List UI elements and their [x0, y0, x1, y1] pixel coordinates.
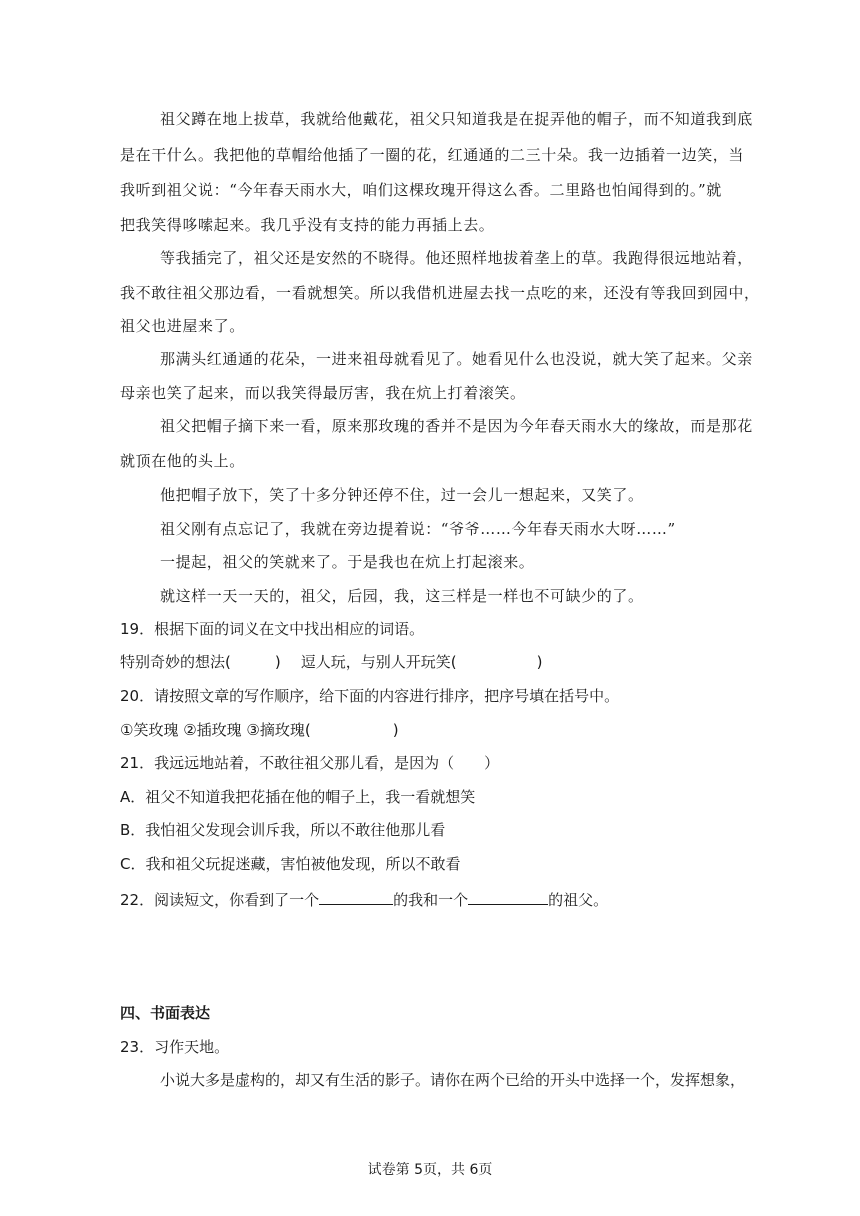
q20-options-label: ①笑玫瑰 ②插玫瑰 ③摘玫瑰(	[120, 721, 311, 739]
q19-item2-close: )	[536, 653, 543, 671]
q22-blank-2[interactable]	[468, 888, 548, 905]
question-19-stem: 19．根据下面的词义在文中找出相应的词语。	[120, 620, 425, 638]
passage-line: 就这样一天一天的，祖父，后园，我，这三样是一样也不可缺少的了。	[160, 587, 644, 605]
question-19-items	[120, 652, 542, 672]
passage-line: 他把帽子放下，笑了十多分钟还停不住，过一会儿一想起来，又笑了。	[160, 486, 644, 504]
q22-blank-1[interactable]	[319, 888, 393, 905]
q21-option-c[interactable]: C．我和祖父玩捉迷藏，害怕被他发现，所以不敢看	[120, 855, 461, 873]
question-21-stem	[120, 753, 499, 773]
passage-line: 那满头红通通的花朵，一进来祖母就看见了。她看见什么也没说，就大笑了起来。父亲	[160, 350, 753, 368]
passage-line: 把我笑得哆嗦起来。我几乎没有支持的能力再插上去。	[120, 216, 495, 234]
passage-line: 等我插完了，祖父还是安然的不晓得。他还照样地拔着垄上的草。我跑得很远地站着，	[160, 249, 753, 267]
q21-option-b[interactable]: B．我怕祖父发现会训斥我，所以不敢往他那儿看	[120, 821, 446, 839]
passage-line: 祖父蹲在地上拔草，我就给他戴花，祖父只知道我是在捉弄他的帽子，而不知道我到底	[160, 110, 753, 128]
q19-item1-close: )	[274, 653, 281, 671]
q22-part3: 的祖父。	[548, 891, 609, 909]
passage-line: 我不敢往祖父那边看，一看就想笑。所以我借机进屋去找一点吃的来，还没有等我回到园中，	[120, 284, 760, 302]
question-22	[120, 888, 608, 910]
q22-part2: 的我和一个	[393, 891, 469, 909]
passage-line: 祖父刚有点忘记了，我就在旁边提着说：“爷爷……今年春天雨水大呀……”	[160, 520, 676, 538]
passage-line: 母亲也笑了起来，而以我笑得最厉害，我在炕上打着滚笑。	[120, 384, 526, 402]
question-20-stem: 20．请按照文章的写作顺序，给下面的内容进行排序，把序号填在括号中。	[120, 687, 620, 705]
q22-part1: 22．阅读短文，你看到了一个	[120, 891, 320, 909]
q19-item1-label: 特别奇妙的想法(	[120, 653, 231, 671]
question-23-stem: 23．习作天地。	[120, 1038, 230, 1056]
passage-line: 祖父把帽子摘下来一看，原来那玫瑰的香并不是因为今年春天雨水大的缘故，而是那花	[160, 417, 753, 435]
section-4-heading: 四、书面表达	[120, 1004, 211, 1022]
question-20-options	[120, 720, 399, 740]
page-number-footer: 试卷第 5页，共 6页	[367, 1162, 493, 1178]
q19-item2-label: 逗人玩，与别人开玩笑(	[300, 653, 457, 671]
passage-line: 祖父也进屋来了。	[120, 317, 245, 335]
q20-close: )	[392, 721, 399, 739]
passage-line: 我听到祖父说：“今年春天雨水大，咱们这棵玫瑰开得这么香。二里路也怕闻得到的。”就	[120, 181, 722, 199]
passage-line: 就顶在他的头上。	[120, 452, 245, 470]
passage-line: 一提起，祖父的笑就来了。于是我也在炕上打起滚来。	[160, 553, 535, 571]
question-23-text: 小说大多是虚构的，却又有生活的影子。请你在两个已给的开头中选择一个，发挥想象，	[160, 1071, 746, 1089]
q21-stem-text: 21．我远远地站着，不敢往祖父那儿看，是因为（	[120, 754, 455, 772]
passage-line: 是在干什么。我把他的草帽给他插了一圈的花，红通通的二三十朵。我一边插着一边笑，当	[120, 146, 745, 164]
q21-stem-close: ）	[484, 754, 500, 772]
q21-option-a[interactable]: A．祖父不知道我把花插在他的帽子上，我一看就想笑	[120, 788, 476, 806]
